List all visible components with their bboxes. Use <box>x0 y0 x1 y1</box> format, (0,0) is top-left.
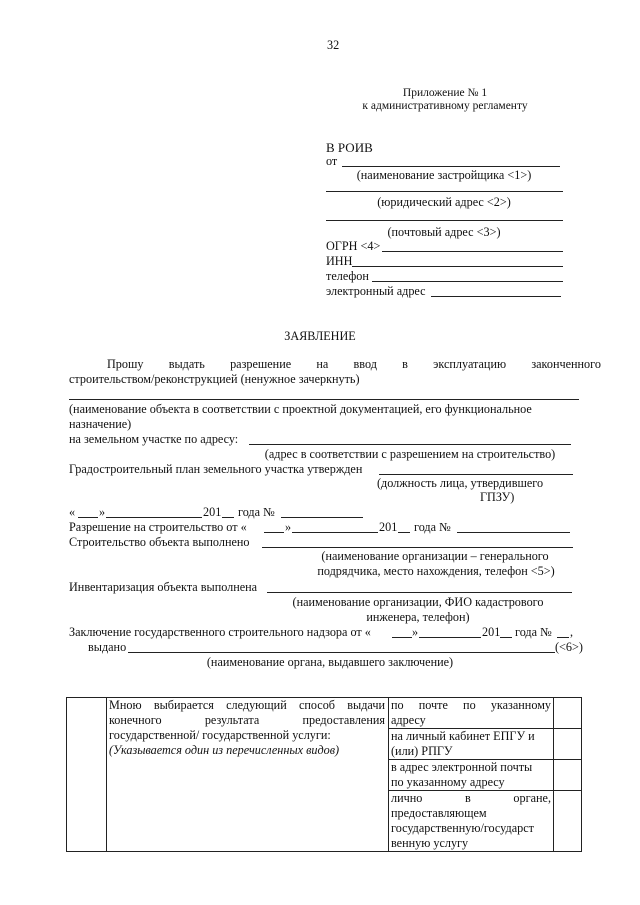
gpzu-label: Градостроительный план земельного участка утвержден <box>69 462 363 476</box>
gpzu-date-open: « <box>69 505 76 519</box>
gpzu-hint-2: ГПЗУ) <box>480 490 515 504</box>
option-in-person-line-3: государственную/государст <box>391 821 534 835</box>
legal-address-hint: (юридический адрес <2>) <box>377 195 511 209</box>
delivery-method-table <box>66 697 582 852</box>
request-word: ввод <box>353 357 377 371</box>
conclusion-year-suffix: года № <box>515 625 552 639</box>
request-line-1 <box>107 357 601 372</box>
question-line-3: государственной/ государственной услуги: <box>109 728 331 742</box>
postal-address-line[interactable] <box>326 220 563 221</box>
addressee-to: В РОИВ <box>326 140 373 155</box>
option-email-checkbox[interactable] <box>554 760 582 791</box>
object-hint-2: назначение) <box>69 417 132 431</box>
addressee-from-label: от <box>326 154 338 168</box>
option-mail-line-2: адресу <box>391 713 426 727</box>
land-plot-label: на земельном участке по адресу: <box>69 432 239 446</box>
option-in-person-line-2: предоставляющем <box>391 806 487 820</box>
question-word: конечного <box>109 713 162 727</box>
conclusion-comma: , <box>570 625 574 639</box>
issued-label: выдано <box>88 640 127 654</box>
appendix-subtitle: к административному регламенту <box>362 100 528 112</box>
permit-year-suffix: года № <box>414 520 451 534</box>
built-by-label: Строительство объекта выполнено <box>69 535 250 549</box>
permit-number-line[interactable] <box>457 532 570 533</box>
phone-line[interactable] <box>372 281 563 282</box>
inventory-label: Инвентаризация объекта выполнена <box>69 580 258 594</box>
inn-line[interactable] <box>352 266 563 267</box>
option-mail-line-1: по почте по указанному <box>391 698 551 712</box>
option-email-line-2: по указанному адресу <box>391 775 505 789</box>
issued-line[interactable] <box>128 652 555 653</box>
land-plot-hint: (адрес в соответствии с разрешением на строительство) <box>264 447 556 461</box>
option-epgu-checkbox[interactable] <box>554 729 582 760</box>
built-by-hint-2: подрядчика, место нахождения, телефон <5>) <box>317 564 555 578</box>
object-hint-1: (наименование объекта в соответствии с проектной документацией, его функциональное <box>69 402 532 416</box>
gpzu-date-close: » <box>99 505 106 519</box>
inventory-hint-1: (наименование организации, ФИО кадастрового <box>292 595 544 609</box>
permit-month-line[interactable] <box>292 532 378 533</box>
request-word: законченного <box>531 357 601 371</box>
request-word: эксплуатацию <box>433 357 507 371</box>
conclusion-year-line[interactable] <box>500 637 512 638</box>
gpzu-month-line[interactable] <box>106 517 202 518</box>
document-title: ЗАЯВЛЕНИЕ <box>284 329 356 343</box>
conclusion-year: 201 <box>482 625 501 639</box>
gpzu-line[interactable] <box>379 474 573 475</box>
permit-day-line[interactable] <box>264 532 284 533</box>
gpzu-number-line[interactable] <box>281 517 363 518</box>
ogrn-label: ОГРН <4> <box>326 239 381 253</box>
option-in-person <box>389 791 554 852</box>
gpzu-day-line[interactable] <box>78 517 98 518</box>
conclusion-day-line[interactable] <box>392 637 412 638</box>
postal-address-hint: (почтовый адрес <3>) <box>387 225 501 239</box>
question-word: результата <box>204 713 260 727</box>
legal-address-line[interactable] <box>326 191 563 192</box>
question-word: предоставления <box>302 713 385 727</box>
request-word: Прошу <box>107 357 144 371</box>
request-line-2: строительством/реконструкцией (ненужное зачеркнуть) <box>69 372 360 386</box>
built-by-hint-1: (наименование организации – генерального <box>321 549 549 563</box>
developer-name-hint: (наименование застройщика <1>) <box>356 168 532 182</box>
option-epgu <box>389 729 554 760</box>
object-name-line[interactable] <box>69 399 579 400</box>
delivery-question-cell <box>107 698 389 852</box>
request-word: разрешение <box>230 357 292 371</box>
permit-date-close: » <box>285 520 292 534</box>
conclusion-label: Заключение государственного строительного надзора от « <box>69 625 371 639</box>
option-epgu-line-1: на личный кабинет ЕПГУ и <box>391 729 535 743</box>
ogrn-line[interactable] <box>382 251 563 252</box>
question-line-2 <box>109 713 385 728</box>
land-plot-line[interactable] <box>249 444 571 445</box>
gpzu-year-line[interactable] <box>222 517 234 518</box>
empty-cell <box>67 698 107 852</box>
developer-name-line[interactable] <box>342 166 560 167</box>
option-email-line-1: в адрес электронной почты <box>391 760 533 774</box>
built-by-line[interactable] <box>262 547 573 548</box>
inventory-line[interactable] <box>267 592 572 593</box>
request-word: выдать <box>168 357 205 371</box>
gpzu-hint-1: (должность лица, утвердившего <box>376 476 544 490</box>
request-word: в <box>402 357 408 371</box>
conclusion-date-close: » <box>412 625 419 639</box>
request-word: на <box>316 357 329 371</box>
option-in-person-line-1: лично в органе, <box>391 791 551 805</box>
question-note: (Указывается один из перечисленных видов) <box>109 743 340 757</box>
gpzu-year-suffix: года № <box>238 505 275 519</box>
option-in-person-line-4: венную услугу <box>391 836 469 850</box>
inventory-hint-2: инженера, телефон) <box>366 610 470 624</box>
option-email <box>389 760 554 791</box>
inn-label: ИНН <box>326 254 353 268</box>
permit-year: 201 <box>379 520 398 534</box>
page-number: 32 <box>327 38 340 52</box>
conclusion-month-line[interactable] <box>419 637 481 638</box>
email-label: электронный адрес <box>326 284 426 298</box>
issued-hint: (наименование органа, выдавшего заключение) <box>206 655 454 669</box>
option-in-person-checkbox[interactable] <box>554 791 582 852</box>
permit-year-line[interactable] <box>398 532 410 533</box>
option-epgu-line-2: (или) РПГУ <box>391 744 453 758</box>
question-line-1: Мною выбирается следующий способ выдачи <box>109 698 385 712</box>
permit-label: Разрешение на строительство от « <box>69 520 247 534</box>
phone-label: телефон <box>326 269 369 283</box>
gpzu-year: 201 <box>203 505 222 519</box>
option-mail <box>389 698 554 729</box>
conclusion-number-line[interactable] <box>557 637 569 638</box>
option-mail-checkbox[interactable] <box>554 698 582 729</box>
appendix-title: Приложение № 1 <box>402 87 488 99</box>
issued-ref: (<6>) <box>555 640 583 654</box>
email-line[interactable] <box>431 296 561 297</box>
